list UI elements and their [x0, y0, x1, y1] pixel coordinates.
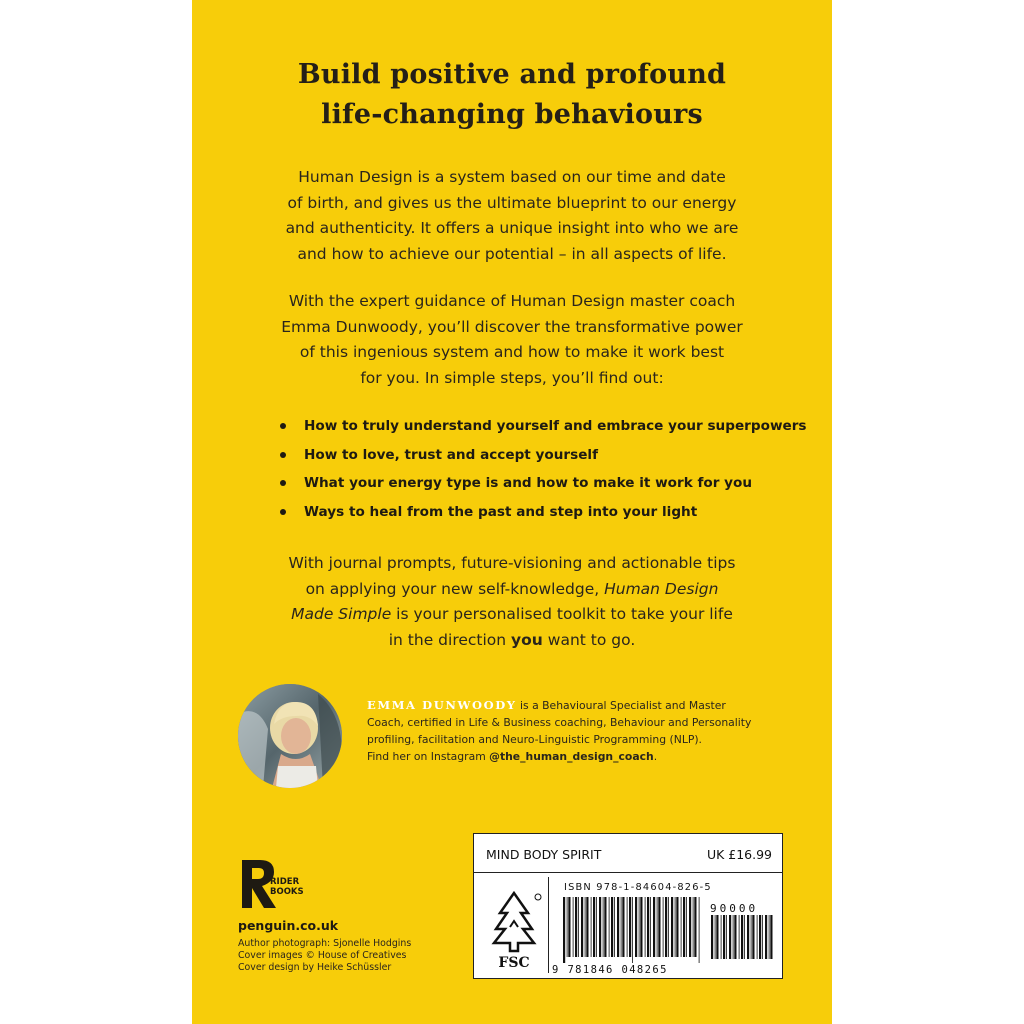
- barcode-bar: [629, 897, 631, 957]
- book-back-cover: [192, 0, 832, 1024]
- intro-paragraph: [192, 165, 832, 267]
- barcode-bar: [676, 897, 678, 957]
- barcode-bar: [650, 897, 651, 957]
- barcode-bar: [733, 915, 734, 959]
- guidance-line: of this ingenious system and how to make it work best: [299, 343, 725, 361]
- list-item: [278, 472, 808, 501]
- closing-line: [192, 628, 832, 654]
- instagram-handle: @the_human_design_coach: [489, 750, 654, 763]
- barcode-bar: [645, 897, 646, 957]
- genre-category: MIND BODY SPIRIT: [486, 847, 602, 862]
- barcode-bar: [585, 897, 586, 957]
- closing-line: [192, 577, 832, 603]
- ean-number: 9 781846 048265: [552, 964, 668, 976]
- bullet-text: What your energy type is and how to make it work for you: [304, 475, 753, 491]
- barcode-bar: [744, 915, 745, 959]
- bio-text: Find her on Instagram: [367, 750, 486, 763]
- barcode-bar: [770, 915, 772, 959]
- credit-line: Author photograph: Sjonelle Hodgins: [238, 938, 412, 949]
- barcode-bar: [721, 915, 722, 959]
- barcode-bar: [751, 915, 752, 959]
- barcode-bar: [578, 897, 579, 957]
- closing-line: [192, 602, 832, 628]
- bullet-icon: [280, 452, 286, 458]
- guidance-line: Emma Dunwoody, you’ll discover the transformative power: [281, 317, 743, 336]
- barcode-bar: [653, 897, 655, 957]
- barcode-bar: [757, 915, 758, 959]
- barcode-bar: [563, 897, 565, 963]
- bullet-icon: [280, 509, 286, 515]
- barcode-bar: [591, 897, 592, 957]
- bullet-text: How to love, trust and accept yourself: [304, 446, 599, 463]
- barcode-bar: [647, 897, 649, 957]
- list-item: [278, 415, 808, 444]
- fsc-tree-icon: [480, 877, 548, 973]
- emphasis-you: you: [511, 630, 543, 649]
- barcode-bar: [567, 897, 568, 957]
- publisher-logo-text: [270, 877, 304, 897]
- closing-text: is your personalised toolkit to take your life: [396, 605, 733, 623]
- barcode-bar: [581, 897, 583, 957]
- barcode-bar: [604, 897, 606, 957]
- barcode-supplement-number: 90000: [710, 902, 759, 915]
- barcode-bar: [593, 897, 595, 957]
- barcode-bar: [622, 897, 624, 957]
- barcode-bar: [762, 915, 763, 959]
- barcode-bar: [627, 897, 628, 957]
- barcode-bar: [715, 915, 716, 959]
- bullet-icon: [280, 480, 286, 486]
- intro-line: and how to achieve our potential – in all aspects of life.: [297, 244, 727, 263]
- barcode-bar: [681, 897, 682, 957]
- barcode-bar: [617, 897, 619, 957]
- barcode-bar: [665, 897, 667, 957]
- barcode-bar: [689, 897, 691, 957]
- barcode-bar: [573, 897, 574, 957]
- barcode-bar: [693, 897, 694, 957]
- barcode-bar: [752, 915, 754, 959]
- bullet-text: How to truly understand yourself and embrace your superpowers: [304, 418, 807, 434]
- author-photo: [238, 684, 342, 788]
- barcode-bar: [614, 897, 615, 957]
- barcode-bar: [621, 897, 622, 957]
- barcode-bar: [739, 915, 740, 959]
- book-title-italic: Made Simple: [291, 605, 392, 623]
- headline-line-2: life-changing behaviours: [321, 99, 703, 130]
- closing-paragraph: [192, 551, 832, 653]
- barcode-bar: [747, 915, 749, 959]
- guidance-paragraph: [192, 289, 832, 391]
- bio-line: [367, 697, 807, 714]
- barcode-bar: [575, 897, 577, 957]
- isbn-number: ISBN 978-1-84604-826-5: [564, 882, 712, 893]
- bio-line: Coach, certified in Life & Business coaching, Behaviour and Personality: [367, 716, 752, 729]
- price-label: UK £16.99: [706, 847, 772, 862]
- guidance-line: With the expert guidance of Human Design master coach: [288, 292, 736, 310]
- bio-text: .: [653, 750, 658, 763]
- supplement-barcode-icon: [710, 915, 774, 965]
- publisher-website: penguin.co.uk: [238, 918, 339, 933]
- barcode-bar: [668, 897, 669, 957]
- fsc-logo: [480, 877, 549, 973]
- guidance-line: for you. In simple steps, you’ll find out:: [360, 368, 664, 387]
- closing-text: want to go.: [547, 630, 636, 649]
- barcode-box: [473, 872, 783, 979]
- credit-line: Cover images © House of Creatives: [238, 950, 407, 961]
- author-name: EMMA DUNWOODY: [367, 698, 517, 712]
- list-item: [278, 501, 808, 530]
- barcode-bar: [759, 915, 761, 959]
- logo-text-line: BOOKS: [270, 887, 304, 897]
- barcode-bar: [639, 897, 640, 957]
- barcode-bar: [671, 897, 673, 957]
- barcode-bar: [603, 897, 604, 957]
- barcode-bar: [699, 897, 700, 963]
- barcode-bar: [657, 897, 658, 957]
- fsc-label: FSC: [498, 955, 530, 971]
- cover-credits: [238, 938, 411, 974]
- barcode-bar: [658, 897, 660, 957]
- bio-text: is a Behavioural Specialist and Master: [520, 699, 726, 712]
- barcode-bar: [734, 915, 736, 959]
- barcode-bar: [663, 897, 664, 957]
- barcode-bar: [729, 915, 731, 959]
- bullet-icon: [280, 423, 286, 429]
- bio-line: [367, 748, 807, 765]
- book-title-italic: Human Design: [604, 579, 719, 598]
- closing-line: With journal prompts, future-visioning and actionable tips: [288, 554, 736, 572]
- barcode-bar: [741, 915, 743, 959]
- barcode-bar: [711, 915, 713, 959]
- headline-line-1: Build positive and profound: [297, 59, 727, 90]
- bullet-text: Ways to heal from the past and step into your light: [304, 503, 698, 520]
- barcode-bar: [694, 897, 696, 957]
- barcode-bar: [586, 897, 588, 957]
- closing-text: on applying your new self-knowledge,: [305, 579, 600, 598]
- closing-text: in the direction: [388, 630, 507, 649]
- barcode-bar: [596, 897, 597, 957]
- barcode-bar: [765, 915, 767, 959]
- barcode-bar: [632, 897, 633, 963]
- intro-line: Human Design is a system based on our time and date: [298, 168, 726, 186]
- barcode-bar: [640, 897, 642, 957]
- barcode-bar: [611, 897, 613, 957]
- barcode-bar: [716, 915, 718, 959]
- benefits-list: [278, 415, 808, 529]
- barcode-bar: [686, 897, 687, 957]
- credit-line: Cover design by Heike Schüssler: [238, 962, 392, 973]
- barcode-bar: [769, 915, 770, 959]
- barcode-icon: [562, 897, 702, 963]
- intro-line: and authenticity. It offers a unique insight into who we are: [285, 219, 739, 237]
- barcode-bar: [609, 897, 610, 957]
- barcode-bar: [675, 897, 676, 957]
- author-bio: [367, 697, 807, 765]
- bio-line: profiling, facilitation and Neuro-Linguistic Programming (NLP).: [367, 733, 702, 746]
- price-box: [473, 833, 783, 873]
- list-item: [278, 444, 808, 473]
- barcode-bar: [683, 897, 685, 957]
- barcode-bar: [635, 897, 637, 957]
- intro-line: of birth, and gives us the ultimate blueprint to our energy: [287, 193, 737, 212]
- barcode-bar: [599, 897, 601, 957]
- author-portrait-illustration: [238, 684, 342, 788]
- logo-text-line: RIDER: [270, 877, 300, 887]
- barcode-bar: [568, 897, 570, 957]
- barcode-bar: [723, 915, 725, 959]
- barcode-bar: [726, 915, 727, 959]
